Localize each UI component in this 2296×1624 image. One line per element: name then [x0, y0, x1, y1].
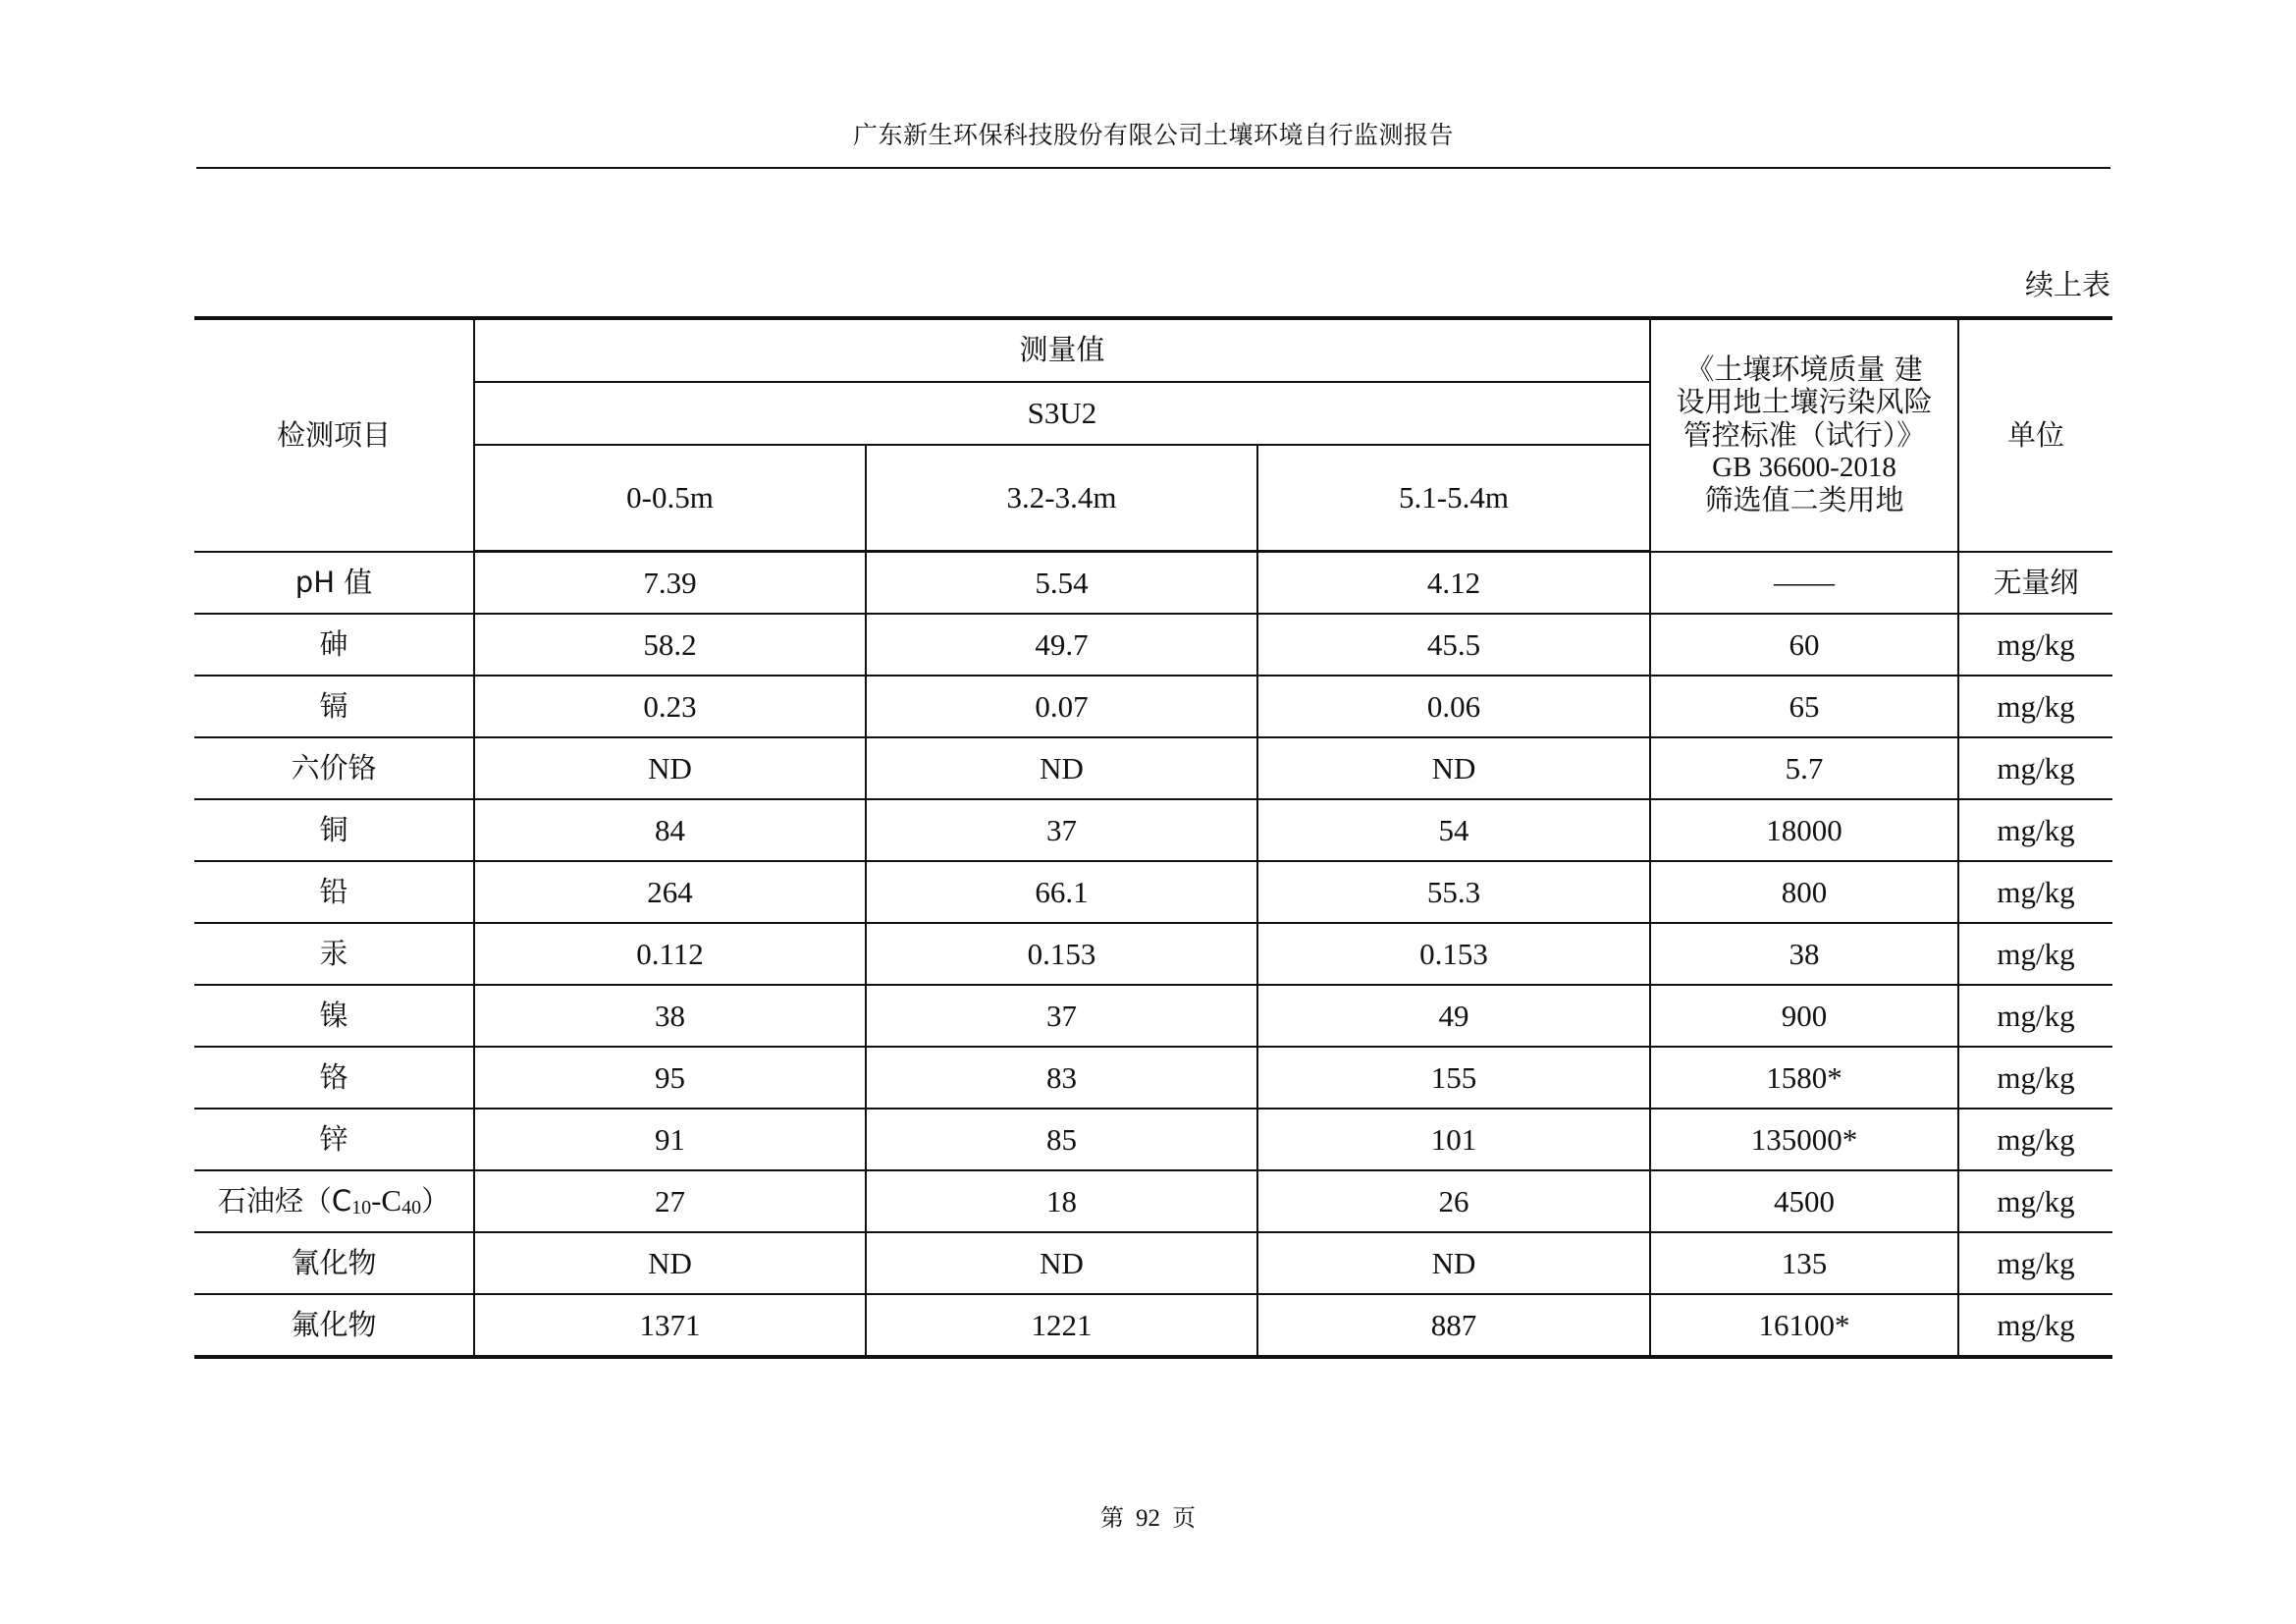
row-standard: 800 [1650, 861, 1958, 923]
row-value-3: 101 [1257, 1109, 1650, 1170]
table-row [194, 1109, 2112, 1170]
row-value-2: 0.153 [866, 923, 1257, 985]
row-value-2: 83 [866, 1047, 1257, 1109]
row-value-1: 27 [474, 1170, 866, 1232]
row-standard: 16100* [1650, 1294, 1958, 1357]
row-value-2: 37 [866, 985, 1257, 1047]
row-value-3: 55.3 [1257, 861, 1650, 923]
row-item: 砷 [194, 614, 474, 676]
row-unit: mg/kg [1958, 614, 2112, 676]
table-row [194, 923, 2112, 985]
row-value-2: 18 [866, 1170, 1257, 1232]
row-unit: mg/kg [1958, 737, 2112, 799]
row-standard: 38 [1650, 923, 1958, 985]
row-value-2: 0.07 [866, 676, 1257, 737]
row-unit: mg/kg [1958, 1232, 2112, 1294]
table-row [194, 1294, 2112, 1357]
row-item: 六价铬 [194, 737, 474, 799]
header-divider [196, 167, 2110, 169]
row-value-2: 1221 [866, 1294, 1257, 1357]
standard-line-3: 管控标准（试行）》 [1682, 417, 1926, 452]
header-depth-3: 5.1-5.4m [1257, 445, 1650, 552]
row-value-3: 26 [1257, 1170, 1650, 1232]
table-row [194, 1047, 2112, 1109]
row-value-1: 7.39 [474, 552, 866, 615]
row-item [194, 1170, 474, 1232]
row-standard: 65 [1650, 676, 1958, 737]
row-item: 镉 [194, 676, 474, 737]
row-unit: mg/kg [1958, 985, 2112, 1047]
table-row [194, 552, 2112, 615]
row-unit: mg/kg [1958, 923, 2112, 985]
row-value-3: ND [1257, 737, 1650, 799]
table-row [194, 1232, 2112, 1294]
table-row [194, 614, 2112, 676]
row-item-suffix: ） [421, 1184, 451, 1218]
row-standard: 5.7 [1650, 737, 1958, 799]
row-unit: mg/kg [1958, 1047, 2112, 1109]
row-value-3: 45.5 [1257, 614, 1650, 676]
row-item-sub-1: 10 [351, 1197, 372, 1218]
header-sample-id: S3U2 [474, 382, 1650, 445]
header-measured-value: 测量值 [474, 318, 1650, 382]
standard-line-2: 设用地土壤污染风险 [1676, 385, 1933, 419]
table-row [194, 1170, 2112, 1232]
row-standard: 135 [1650, 1232, 1958, 1294]
table-row [194, 985, 2112, 1047]
row-unit: mg/kg [1958, 1170, 2112, 1232]
row-standard: —— [1650, 552, 1958, 615]
row-value-1: 38 [474, 985, 866, 1047]
row-value-1: 0.23 [474, 676, 866, 737]
header-depth-1: 0-0.5m [474, 445, 866, 552]
header-test-item: 检测项目 [194, 318, 474, 552]
row-value-1: 58.2 [474, 614, 866, 676]
row-unit: mg/kg [1958, 799, 2112, 861]
standard-line-5: 筛选值二类用地 [1704, 483, 1904, 517]
row-standard: 900 [1650, 985, 1958, 1047]
row-value-3: 0.153 [1257, 923, 1650, 985]
row-value-3: 4.12 [1257, 552, 1650, 615]
row-value-2: 85 [866, 1109, 1257, 1170]
row-unit: mg/kg [1958, 1294, 2112, 1357]
row-value-3: ND [1257, 1232, 1650, 1294]
row-standard: 60 [1650, 614, 1958, 676]
table-row [194, 861, 2112, 923]
row-item-prefix: 石油烃（C [217, 1184, 352, 1218]
row-value-3: 887 [1257, 1294, 1650, 1357]
row-standard: 1580* [1650, 1047, 1958, 1109]
footer-prefix: 第 [1100, 1504, 1124, 1532]
row-unit: mg/kg [1958, 676, 2112, 737]
row-item: 镍 [194, 985, 474, 1047]
row-item: 氟化物 [194, 1294, 474, 1357]
standard-line-1: 《土壤环境质量 建 [1685, 352, 1923, 386]
row-value-3: 155 [1257, 1047, 1650, 1109]
row-value-1: 264 [474, 861, 866, 923]
row-item: 铅 [194, 861, 474, 923]
soil-monitoring-table [194, 316, 2112, 1359]
table-row [194, 799, 2112, 861]
table-row [194, 676, 2112, 737]
row-value-2: 49.7 [866, 614, 1257, 676]
row-value-3: 49 [1257, 985, 1650, 1047]
row-standard: 18000 [1650, 799, 1958, 861]
row-value-1: ND [474, 737, 866, 799]
row-value-2: 5.54 [866, 552, 1257, 615]
row-item-mid: -C [371, 1183, 402, 1218]
row-value-1: 95 [474, 1047, 866, 1109]
row-item: pH 值 [194, 552, 474, 615]
footer-suffix: 页 [1172, 1504, 1196, 1532]
row-unit: 无量纲 [1958, 552, 2112, 615]
page-number: 92 [1136, 1505, 1160, 1532]
row-value-2: 37 [866, 799, 1257, 861]
row-item-sub-2: 40 [401, 1197, 422, 1218]
row-value-1: 91 [474, 1109, 866, 1170]
row-item: 铜 [194, 799, 474, 861]
row-value-3: 54 [1257, 799, 1650, 861]
row-value-1: 1371 [474, 1294, 866, 1357]
row-value-1: 0.112 [474, 923, 866, 985]
continued-table-label: 续上表 [2024, 268, 2110, 301]
row-item: 铬 [194, 1047, 474, 1109]
header-standard [1650, 318, 1958, 552]
row-value-3: 0.06 [1257, 676, 1650, 737]
row-unit: mg/kg [1958, 1109, 2112, 1170]
page-footer [0, 1498, 2296, 1533]
row-standard: 4500 [1650, 1170, 1958, 1232]
row-value-2: ND [866, 1232, 1257, 1294]
row-item: 氰化物 [194, 1232, 474, 1294]
row-unit: mg/kg [1958, 861, 2112, 923]
row-value-1: 84 [474, 799, 866, 861]
row-value-1: ND [474, 1232, 866, 1294]
table-row [194, 737, 2112, 799]
report-header-title: 广东新生环保科技股份有限公司土壤环境自行监测报告 [852, 121, 1454, 149]
row-item: 锌 [194, 1109, 474, 1170]
row-item: 汞 [194, 923, 474, 985]
header-depth-2: 3.2-3.4m [866, 445, 1257, 552]
row-value-2: ND [866, 737, 1257, 799]
table-header-row-1 [194, 318, 2112, 382]
header-unit: 单位 [1958, 318, 2112, 552]
row-standard: 135000* [1650, 1109, 1958, 1170]
row-value-2: 66.1 [866, 861, 1257, 923]
standard-line-4: GB 36600-2018 [1712, 451, 1896, 483]
